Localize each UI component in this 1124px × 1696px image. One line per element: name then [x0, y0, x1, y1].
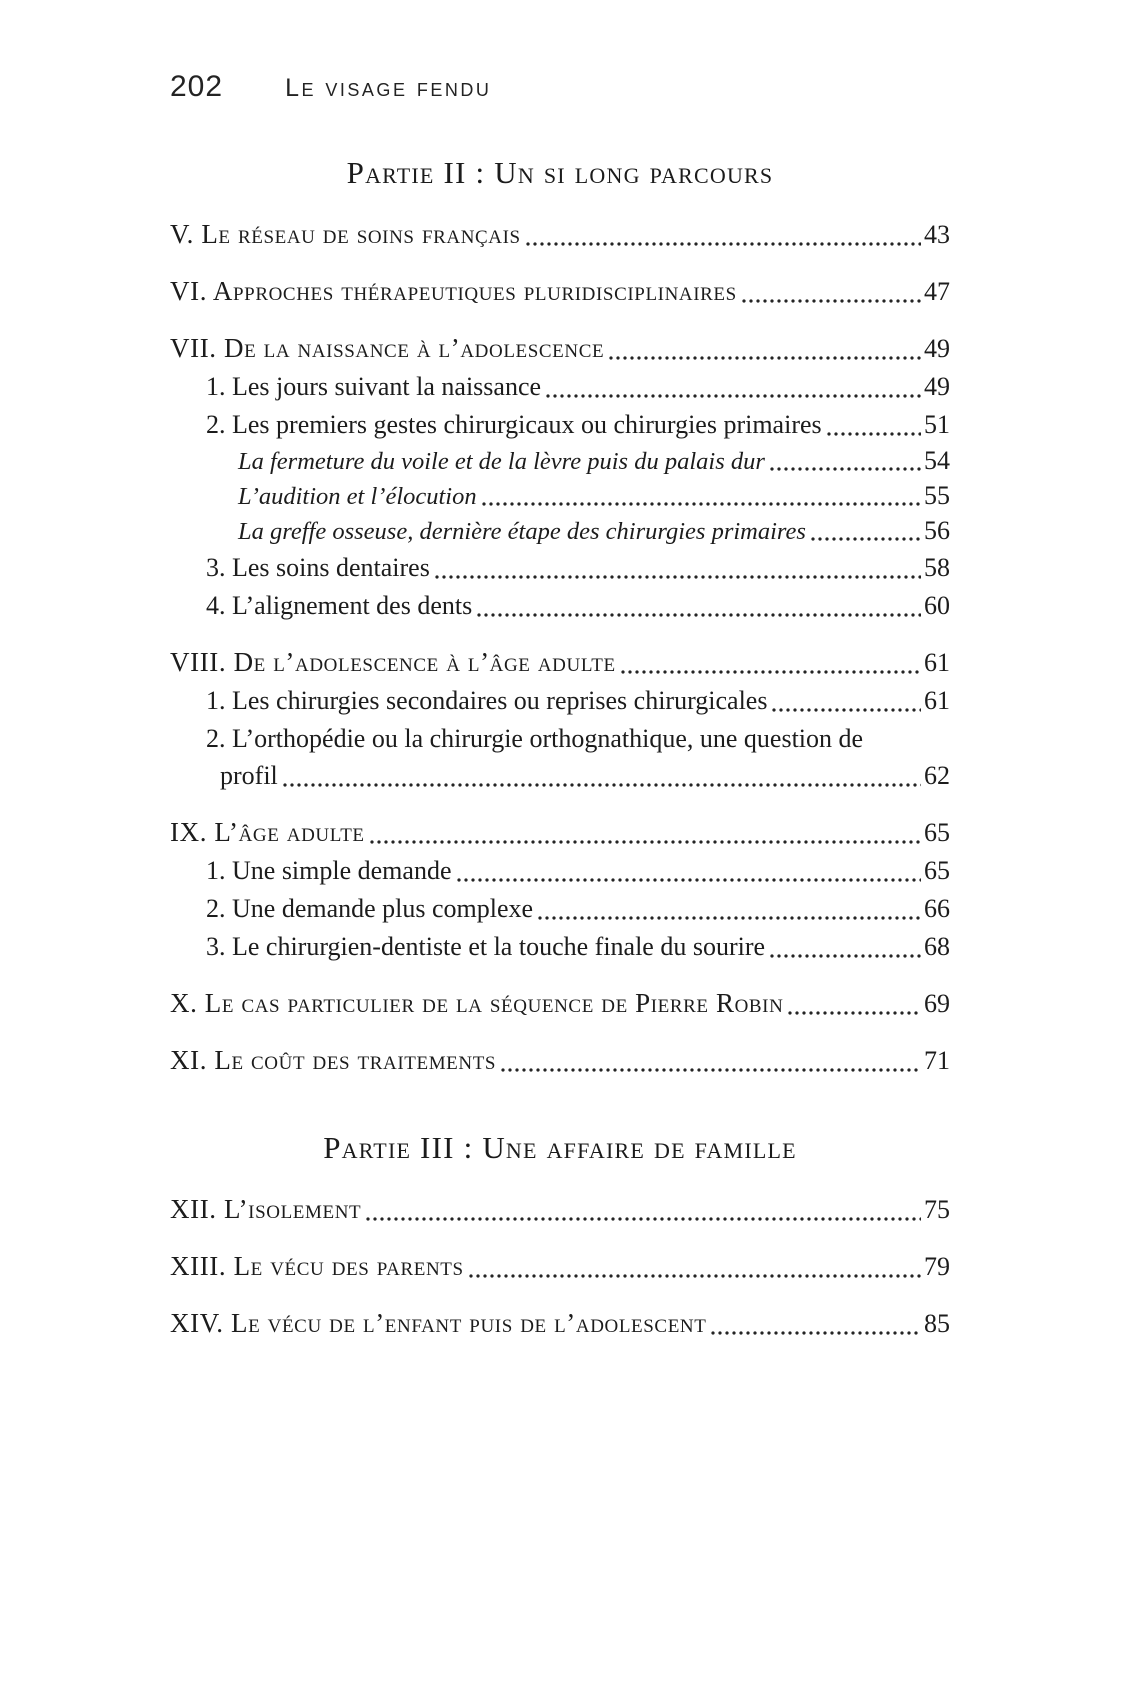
toc-entry-row — [170, 1248, 950, 1285]
toc-page-number: 51 — [924, 410, 950, 439]
dotted-leader — [827, 432, 921, 436]
toc-entry — [170, 368, 950, 405]
toc-page-number: 47 — [924, 277, 950, 306]
toc-entry — [170, 330, 950, 367]
toc-entry — [170, 549, 950, 586]
toc-entry-text: XIII. Le vécu des parents — [170, 1251, 464, 1281]
toc-page-number: 79 — [924, 1252, 950, 1281]
toc-entry-row — [170, 644, 950, 681]
dotted-leader — [469, 1274, 921, 1278]
dotted-leader — [770, 467, 921, 471]
toc-entry — [170, 1191, 950, 1228]
toc-entry-text: X. Le cas particulier de la séquence de Pierre Robin — [170, 988, 784, 1018]
toc-entry — [170, 1248, 950, 1285]
toc-entry — [170, 479, 950, 513]
toc-entry — [170, 273, 950, 310]
toc-page-number: 68 — [924, 932, 950, 961]
toc-entry-row — [206, 368, 950, 405]
toc-page-number: 62 — [924, 761, 950, 790]
toc-entry-text: XII. L’isolement — [170, 1194, 362, 1224]
table-of-contents — [170, 152, 950, 1342]
toc-entry-text: XI. Le coût des traitements — [170, 1045, 497, 1075]
part-heading: Partie II : Un si long parcours — [346, 155, 774, 190]
toc-entry-text-first-line: 2. L’orthopédie ou la chirurgie orthognathique, une question de — [206, 724, 864, 753]
toc-entry — [170, 928, 950, 965]
toc-entry — [170, 890, 950, 927]
toc-page-number: 58 — [924, 553, 950, 582]
toc-entry-row — [170, 1191, 950, 1228]
dotted-leader — [482, 502, 921, 506]
toc-entry-row — [170, 216, 950, 253]
toc-page-number: 54 — [924, 446, 950, 475]
toc-entry — [170, 216, 950, 253]
toc-page-number: 55 — [924, 481, 950, 510]
toc-entry-text: 1. Les jours suivant la naissance — [206, 372, 542, 401]
toc-page-number: 75 — [924, 1195, 950, 1224]
toc-entry — [170, 985, 950, 1022]
toc-page-number: 71 — [924, 1046, 950, 1075]
toc-page-number: 85 — [924, 1309, 950, 1338]
dotted-leader — [770, 954, 921, 958]
dotted-leader — [811, 537, 921, 541]
toc-entry-text: VIII. De l’adolescence à l’âge adulte — [170, 647, 616, 677]
toc-page-number: 65 — [924, 818, 950, 847]
toc-entry-text: IX. L’âge adulte — [170, 817, 365, 847]
toc-entry — [170, 1042, 950, 1079]
toc-entry — [170, 444, 950, 478]
toc-entry-row — [170, 985, 950, 1022]
toc-entry-row — [238, 514, 950, 548]
dotted-leader — [546, 394, 921, 398]
toc-page-number: 69 — [924, 989, 950, 1018]
toc-page-number: 56 — [924, 516, 950, 545]
toc-entry — [170, 644, 950, 681]
toc-entry — [170, 587, 950, 624]
running-header — [170, 70, 950, 104]
toc-entry-text: 4. L’alignement des dents — [206, 591, 473, 620]
toc-entry-row — [170, 1042, 950, 1079]
toc-entry-row — [170, 273, 950, 310]
toc-page-number: 49 — [924, 334, 950, 363]
toc-entry-row — [206, 587, 950, 624]
toc-page-number: 49 — [924, 372, 950, 401]
toc-entry-text: 3. Le chirurgien-dentiste et la touche finale du sourire — [206, 932, 766, 961]
toc-entry-row — [206, 549, 950, 586]
toc-entry — [170, 514, 950, 548]
toc-entry — [170, 814, 950, 851]
toc-entry-row — [206, 406, 950, 443]
toc-entry-text: 1. Une simple demande — [206, 856, 452, 885]
dotted-leader — [370, 840, 921, 844]
toc-entry-row — [238, 479, 950, 513]
dotted-leader — [538, 916, 921, 920]
toc-entry-text: La fermeture du voile et de la lèvre puis du palais dur — [238, 448, 765, 475]
toc-entry-text: 2. Les premiers gestes chirurgicaux ou chirurgies primaires — [206, 410, 822, 439]
toc-entry-row — [206, 757, 950, 794]
dotted-leader — [501, 1068, 921, 1072]
toc-entry-row — [170, 330, 950, 367]
toc-entry-text: L’audition et l’élocution — [238, 483, 477, 510]
toc-entry-text: XIV. Le vécu de l’enfant puis de l’adolescent — [170, 1308, 707, 1338]
toc-entry — [170, 682, 950, 719]
toc-page-number: 61 — [924, 648, 950, 677]
running-title: Le visage fendu — [285, 74, 492, 102]
dotted-leader — [742, 299, 921, 303]
toc-entry-text: V. Le réseau de soins français — [170, 219, 521, 249]
dotted-leader — [526, 242, 921, 246]
toc-entry-text: 3. Les soins dentaires — [206, 553, 430, 582]
dotted-leader — [609, 356, 921, 360]
toc-entry-text: 1. Les chirurgies secondaires ou reprises chirurgicales — [206, 686, 768, 715]
dotted-leader — [621, 670, 921, 674]
toc-entry-row — [206, 682, 950, 719]
toc-page-number: 43 — [924, 220, 950, 249]
toc-page-number: 66 — [924, 894, 950, 923]
toc-entry-row — [206, 928, 950, 965]
toc-entry-row — [206, 890, 950, 927]
toc-entry-row — [238, 444, 950, 478]
toc-entry-text: La greffe osseuse, dernière étape des chirurgies primaires — [238, 518, 806, 545]
toc-entry-text: VII. De la naissance à l’adolescence — [170, 333, 605, 363]
toc-entry-text: profil — [220, 761, 278, 790]
toc-entry — [170, 1305, 950, 1342]
dotted-leader — [366, 1217, 921, 1221]
dotted-leader — [711, 1331, 921, 1335]
page-folio: 202 — [170, 70, 224, 103]
toc-entry-row — [206, 852, 950, 889]
toc-entry-row — [170, 814, 950, 851]
toc-entry-text: VI. Approches thérapeutiques pluridisciplinaires — [170, 276, 737, 306]
toc-entry — [170, 852, 950, 889]
toc-entry-row — [170, 1305, 950, 1342]
toc-entry-text: 2. Une demande plus complexe — [206, 894, 534, 923]
part-heading: Partie III : Une affaire de famille — [323, 1130, 797, 1165]
dotted-leader — [772, 708, 921, 712]
dotted-leader — [457, 878, 922, 882]
toc-entry — [170, 406, 950, 443]
dotted-leader — [477, 613, 921, 617]
dotted-leader — [788, 1011, 921, 1015]
toc-page-number: 65 — [924, 856, 950, 885]
toc-entry — [170, 720, 950, 794]
dotted-leader — [435, 575, 921, 579]
dotted-leader — [283, 783, 921, 787]
toc-page-number: 61 — [924, 686, 950, 715]
toc-page-number: 60 — [924, 591, 950, 620]
